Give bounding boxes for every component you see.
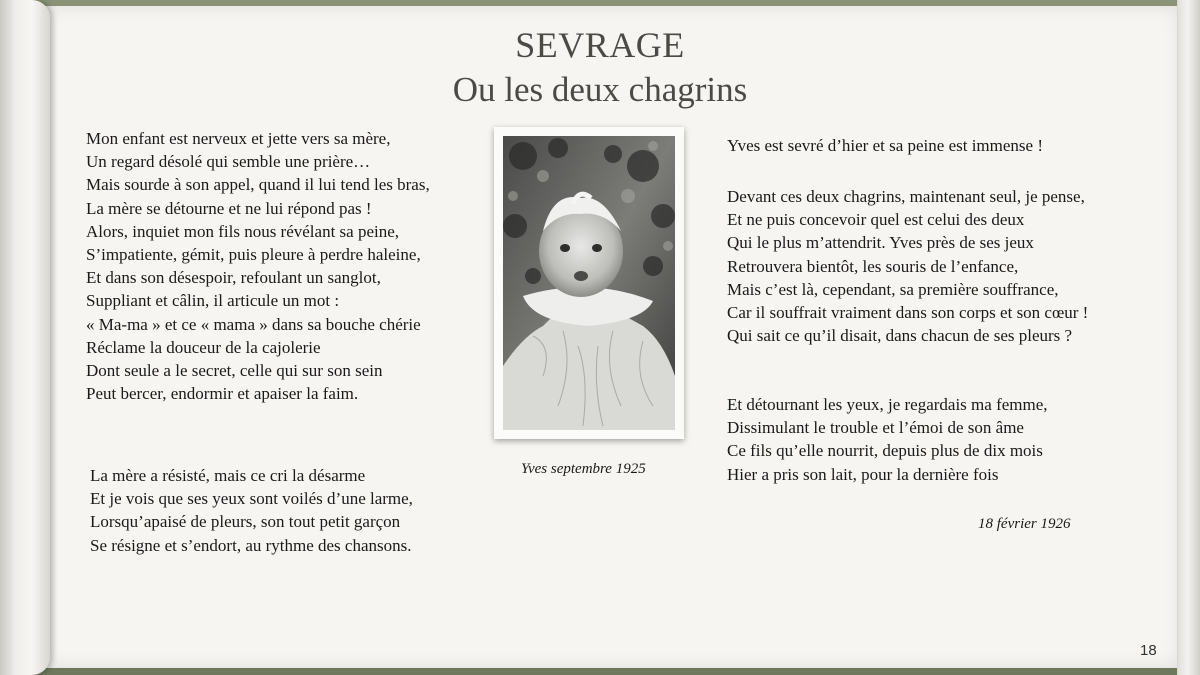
poem-line: Yves est sevré d’hier et sa peine est immense ! bbox=[727, 136, 1043, 155]
poem-line: Qui sait ce qu’il disait, dans chacun de ses pleurs ? bbox=[727, 326, 1073, 346]
stanza-1 bbox=[86, 127, 430, 405]
poem-line: Se résigne et s’endort, au rythme des chansons. bbox=[90, 535, 412, 555]
poem-line: Qui le plus m’attendrit. Yves près de ses jeux bbox=[727, 233, 1034, 253]
poem-line: Et dans son désespoir, refoulant un sanglot, bbox=[86, 268, 381, 288]
poem-line: Retrouvera bientôt, les souris de l’enfance, bbox=[727, 256, 1019, 276]
poem-line: « Ma-ma » et ce « mama » dans sa bouche chérie bbox=[86, 314, 421, 334]
poem-line: Lorsqu’apaisé de pleurs, son tout petit garçon bbox=[90, 512, 401, 532]
poem-line: Suppliant et câlin, il articule un mot : bbox=[86, 291, 340, 311]
poem-line: Devant ces deux chagrins, maintenant seul, je pense, bbox=[727, 187, 1085, 206]
poem-line: Et je vois que ses yeux sont voilés d’une larme, bbox=[90, 489, 413, 509]
poem-line: Réclame la douceur de la cajolerie bbox=[86, 337, 321, 357]
stanza-4 bbox=[727, 185, 1088, 347]
stanza-5 bbox=[727, 393, 1048, 486]
poem-title: SEVRAGE bbox=[515, 25, 685, 65]
page-number: 18 bbox=[1140, 642, 1157, 659]
stanza-3 bbox=[727, 134, 1043, 157]
poem-line: Ce fils qu’elle nourrit, depuis plus de dix mois bbox=[727, 441, 1043, 461]
poem-line: Mais sourde à son appel, quand il lui tend les bras, bbox=[86, 175, 430, 195]
photo-frame bbox=[494, 127, 684, 439]
poem-line: S’impatiente, gémit, puis pleure à perdre haleine, bbox=[86, 245, 421, 265]
poem-line: Hier a pris son lait, pour la dernière fois bbox=[727, 464, 999, 484]
poem-line: Alors, inquiet mon fils nous révélant sa peine, bbox=[86, 221, 400, 241]
poem-line: La mère se détourne et ne lui répond pas ! bbox=[86, 198, 372, 218]
poem-line: Dissimulant le trouble et l’émoi de son âme bbox=[727, 418, 1024, 438]
poem-line: Peut bercer, endormir et apaiser la faim. bbox=[86, 384, 359, 404]
photo-caption: Yves septembre 1925 bbox=[521, 461, 646, 477]
poem-line: Et ne puis concevoir quel est celui des deux bbox=[727, 210, 1025, 230]
poem-date: 18 février 1926 bbox=[978, 516, 1071, 532]
poem-subtitle: Ou les deux chagrins bbox=[452, 70, 748, 109]
poem-line: La mère a résisté, mais ce cri la désarme bbox=[90, 466, 366, 485]
baby-photo bbox=[503, 136, 675, 430]
stanza-2 bbox=[90, 464, 413, 557]
poem-line: Mon enfant est nerveux et jette vers sa mère, bbox=[86, 129, 391, 148]
poem-line: Et détournant les yeux, je regardais ma femme, bbox=[727, 395, 1048, 414]
poem-line: Mais c’est là, cependant, sa première souffrance, bbox=[727, 279, 1059, 299]
poem-line: Car il souffrait vraiment dans son corps et son cœur ! bbox=[727, 303, 1089, 323]
poem-line: Un regard désolé qui semble une prière… bbox=[86, 152, 371, 172]
poem-line: Dont seule a le secret, celle qui sur son sein bbox=[86, 361, 383, 381]
